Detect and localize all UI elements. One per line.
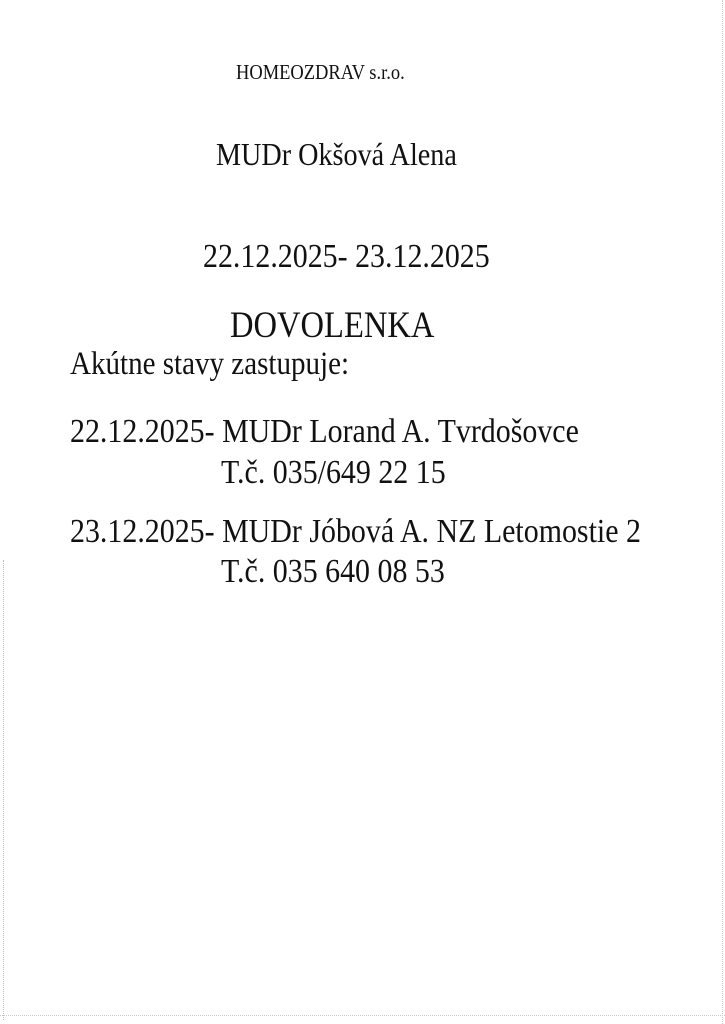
scan-edge-left [3,560,4,1020]
date-range: 22.12.2025- 23.12.2025 [203,238,490,275]
substitute-label: Akútne stavy zastupuje: [70,346,350,382]
company-name: HOMEOZDRAV s.r.o. [236,60,405,84]
heading: DOVOLENKA [230,305,435,346]
doctor-name: MUDr Okšová Alena [216,136,457,172]
substitute-line-1: 22.12.2025- MUDr Lorand A. Tvrdošovce [70,413,579,450]
substitute-phone-2: T.č. 035 640 08 53 [221,553,445,590]
substitute-phone-1: T.č. 035/649 22 15 [221,454,446,491]
scan-edge-right [722,0,723,1024]
substitute-line-2: 23.12.2025- MUDr Jóbová A. NZ Letomostie 2 [70,513,641,550]
scan-edge-bottom [0,1015,725,1016]
